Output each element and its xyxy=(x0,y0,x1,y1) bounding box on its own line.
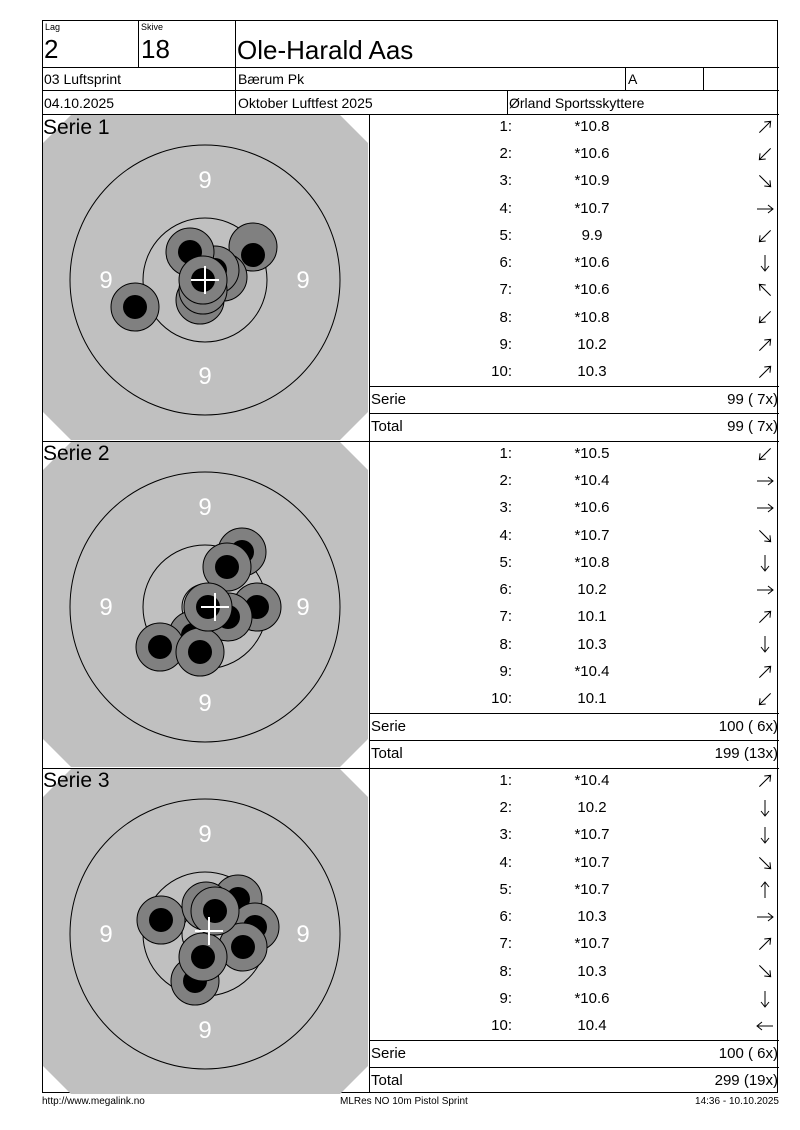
shot-number: 3: xyxy=(499,826,512,843)
shooter-class: A xyxy=(628,71,638,87)
serie-total: 99 ( 7x) xyxy=(727,391,778,408)
shot-score: *10.6 xyxy=(574,254,610,271)
shot-hole xyxy=(176,628,224,676)
shot-direction-icon xyxy=(755,281,775,299)
ring-label-top: 9 xyxy=(198,821,212,848)
serie-total: 100 ( 6x) xyxy=(718,1045,778,1062)
shot-score: 10.2 xyxy=(577,799,607,816)
header-divider xyxy=(235,20,236,114)
shot-direction-icon xyxy=(755,145,775,163)
ring-label-left: 9 xyxy=(99,267,113,294)
header-divider xyxy=(703,67,704,90)
serie-row-divider xyxy=(369,386,779,387)
ring-label-bottom: 9 xyxy=(198,363,212,390)
shot-number: 1: xyxy=(499,445,512,462)
running-total: 99 ( 7x) xyxy=(727,418,778,435)
shot-number: 3: xyxy=(499,499,512,516)
shot-score: *10.6 xyxy=(574,990,610,1007)
series-1-title: Serie 1 xyxy=(43,116,110,139)
shot-direction-icon xyxy=(755,200,775,218)
shot-hole xyxy=(137,896,185,944)
shot-number: 6: xyxy=(499,254,512,271)
shot-hole xyxy=(179,933,227,981)
shot-direction-icon xyxy=(755,445,775,463)
shot-number: 5: xyxy=(499,554,512,571)
shot-number: 1: xyxy=(499,118,512,135)
shot-number: 10: xyxy=(491,363,512,380)
shot-number: 4: xyxy=(499,527,512,544)
shot-number: 2: xyxy=(499,799,512,816)
shot-number: 5: xyxy=(499,881,512,898)
shot-number: 2: xyxy=(499,145,512,162)
shot-direction-icon xyxy=(755,881,775,899)
shot-score: *10.7 xyxy=(574,854,610,871)
shot-score: *10.4 xyxy=(574,772,610,789)
shot-number: 7: xyxy=(499,935,512,952)
shot-direction-icon xyxy=(755,1017,775,1035)
header-divider xyxy=(138,20,139,67)
target-column-divider xyxy=(369,114,370,1093)
ring-label-bottom: 9 xyxy=(198,690,212,717)
shot-number: 6: xyxy=(499,908,512,925)
ring-label-left: 9 xyxy=(99,921,113,948)
target-series-2 xyxy=(43,442,368,767)
header-divider xyxy=(507,90,508,114)
shot-direction-icon xyxy=(755,581,775,599)
serie-label: Serie xyxy=(371,391,407,408)
serie-label: Serie xyxy=(371,718,407,735)
shot-direction-icon xyxy=(755,172,775,190)
shot-score: *10.7 xyxy=(574,935,610,952)
footer-program: MLRes NO 10m Pistol Sprint xyxy=(340,1096,468,1107)
skive-label: Skive xyxy=(141,22,164,32)
shot-score: *10.4 xyxy=(574,472,610,489)
shot-number: 3: xyxy=(499,172,512,189)
total-label: Total xyxy=(371,418,403,435)
shot-direction-icon xyxy=(755,608,775,626)
shot-number: 9: xyxy=(499,336,512,353)
shot-number: 2: xyxy=(499,472,512,489)
club-name: Bærum Pk xyxy=(238,71,305,87)
ring-label-top: 9 xyxy=(198,494,212,521)
shot-number: 9: xyxy=(499,663,512,680)
shot-score: 10.2 xyxy=(577,581,607,598)
competition-name: Oktober Luftfest 2025 xyxy=(238,95,373,111)
total-label: Total xyxy=(371,745,403,762)
total-row-divider xyxy=(369,740,779,741)
shot-direction-icon xyxy=(755,227,775,245)
shot-number: 10: xyxy=(491,690,512,707)
shot-score: 10.3 xyxy=(577,963,607,980)
shot-score: 10.1 xyxy=(577,608,607,625)
shot-direction-icon xyxy=(755,499,775,517)
shot-number: 4: xyxy=(499,200,512,217)
footer-timestamp: 14:36 - 10.10.2025 xyxy=(695,1096,779,1107)
running-total: 199 (13x) xyxy=(714,745,778,762)
shot-direction-icon xyxy=(755,527,775,545)
shot-score: *10.8 xyxy=(574,554,610,571)
shot-number: 8: xyxy=(499,309,512,326)
lag-label: Lag xyxy=(45,22,61,32)
shot-score: 10.3 xyxy=(577,636,607,653)
shot-number: 1: xyxy=(499,772,512,789)
shot-score: 10.3 xyxy=(577,908,607,925)
total-row-divider xyxy=(369,413,779,414)
shot-direction-icon xyxy=(755,472,775,490)
shot-score: 10.4 xyxy=(577,1017,607,1034)
shot-direction-icon xyxy=(755,908,775,926)
shot-direction-icon xyxy=(755,826,775,844)
shot-number: 8: xyxy=(499,636,512,653)
serie-total: 100 ( 6x) xyxy=(718,718,778,735)
shot-direction-icon xyxy=(755,363,775,381)
target-series-3 xyxy=(43,769,368,1094)
ring-label-left: 9 xyxy=(99,594,113,621)
ring-label-right: 9 xyxy=(296,267,310,294)
shot-direction-icon xyxy=(755,772,775,790)
shot-score: *10.7 xyxy=(574,200,610,217)
serie-label: Serie xyxy=(371,1045,407,1062)
target-series-1 xyxy=(43,115,368,440)
shot-direction-icon xyxy=(755,690,775,708)
shot-direction-icon xyxy=(755,254,775,272)
ring-label-right: 9 xyxy=(296,594,310,621)
shot-score: 10.1 xyxy=(577,690,607,707)
shot-direction-icon xyxy=(755,990,775,1008)
header-divider xyxy=(625,67,626,90)
lag-value: 2 xyxy=(44,34,59,64)
shot-hole xyxy=(111,283,159,331)
shot-score: *10.6 xyxy=(574,145,610,162)
shot-direction-icon xyxy=(755,962,775,980)
serie-row-divider xyxy=(369,1040,779,1041)
ring-label-right: 9 xyxy=(296,921,310,948)
shot-direction-icon xyxy=(755,854,775,872)
series-3-title: Serie 3 xyxy=(43,769,110,792)
shot-hole xyxy=(191,887,239,935)
shot-score: *10.7 xyxy=(574,826,610,843)
serie-row-divider xyxy=(369,713,779,714)
header-divider xyxy=(42,67,779,68)
shot-direction-icon xyxy=(755,336,775,354)
shot-score: 9.9 xyxy=(581,227,603,244)
shot-score: *10.6 xyxy=(574,281,610,298)
shot-direction-icon xyxy=(755,118,775,136)
shot-number: 9: xyxy=(499,990,512,1007)
header-divider xyxy=(42,90,779,91)
shot-direction-icon xyxy=(755,635,775,653)
skive-value: 18 xyxy=(141,34,170,64)
shot-score: 10.2 xyxy=(577,336,607,353)
total-label: Total xyxy=(371,1072,403,1089)
shot-number: 7: xyxy=(499,608,512,625)
shot-direction-icon xyxy=(755,554,775,572)
ring-label-top: 9 xyxy=(198,167,212,194)
shot-number: 8: xyxy=(499,963,512,980)
series-2-title: Serie 2 xyxy=(43,442,110,465)
shot-number: 10: xyxy=(491,1017,512,1034)
shot-score: *10.6 xyxy=(574,499,610,516)
shot-score: *10.7 xyxy=(574,881,610,898)
shot-direction-icon xyxy=(755,935,775,953)
shot-number: 7: xyxy=(499,281,512,298)
shot-direction-icon xyxy=(755,663,775,681)
competition-date: 04.10.2025 xyxy=(44,95,115,111)
shot-score: *10.8 xyxy=(574,309,610,326)
shot-score: *10.5 xyxy=(574,445,610,462)
total-row-divider xyxy=(369,1067,779,1068)
shot-score: 10.3 xyxy=(577,363,607,380)
organizer-name: Ørland Sportsskyttere xyxy=(509,95,645,111)
footer-url[interactable]: http://www.megalink.no xyxy=(42,1096,145,1107)
shot-number: 6: xyxy=(499,581,512,598)
ring-label-bottom: 9 xyxy=(198,1017,212,1044)
shot-score: *10.4 xyxy=(574,663,610,680)
running-total: 299 (19x) xyxy=(714,1072,778,1089)
shot-direction-icon xyxy=(755,308,775,326)
shot-number: 5: xyxy=(499,227,512,244)
shot-score: *10.7 xyxy=(574,527,610,544)
shot-number: 4: xyxy=(499,854,512,871)
event-name: 03 Luftsprint xyxy=(44,71,122,87)
shot-score: *10.9 xyxy=(574,172,610,189)
shot-score: *10.8 xyxy=(574,118,610,135)
shooter-name: Ole-Harald Aas xyxy=(237,35,414,65)
shot-direction-icon xyxy=(755,799,775,817)
